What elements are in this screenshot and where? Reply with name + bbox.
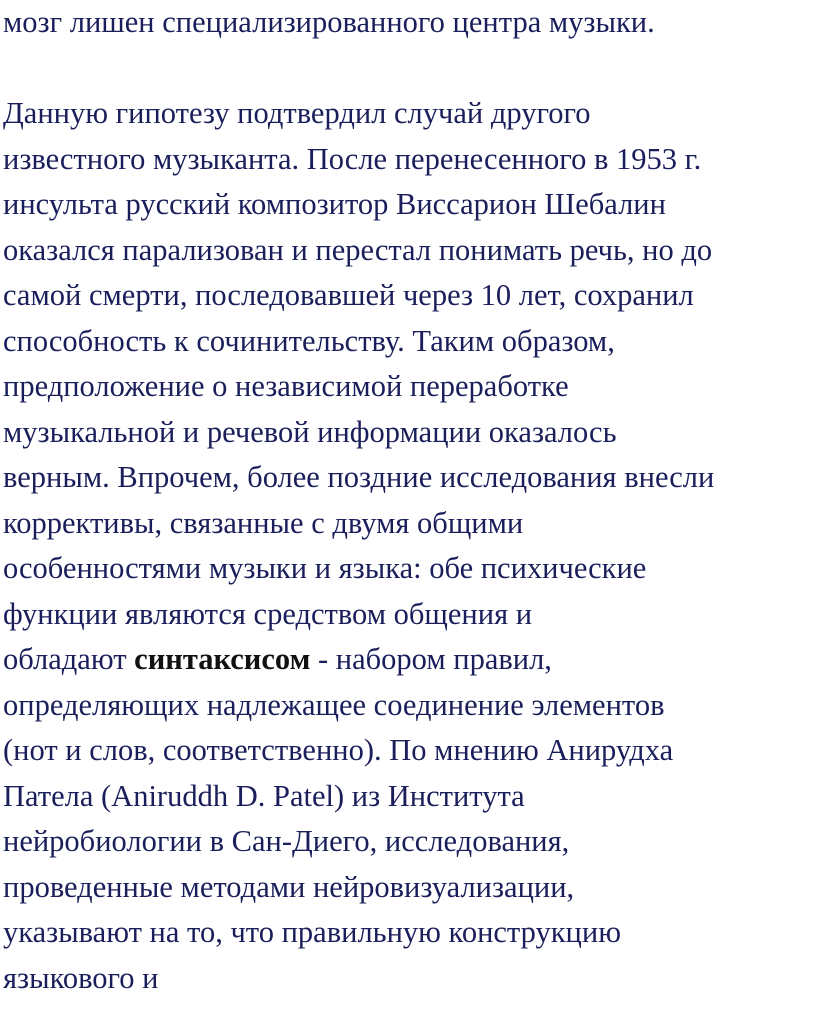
text-line: функции являются средством общения и (3, 596, 533, 631)
text-line: (нот и слов, соответственно). По мнению Анирудха (3, 733, 674, 767)
text-line: известного музыканта. После перенесенного в 1953 г. (3, 141, 702, 176)
paragraph-2 (3, 91, 714, 1001)
text-segment: обладают (3, 642, 135, 676)
text-line: мозг лишен специализированного центра музыки. (3, 5, 655, 39)
text-line: музыкальной и речевой информации оказалось (3, 414, 617, 449)
text-line: инсульта русский композитор Виссарион Шебалин (3, 187, 666, 221)
text-line: языкового и (3, 960, 159, 995)
text-line: определяющих надлежащее соединение элементов (3, 687, 665, 722)
text-line: Патела (Aniruddh D. Patel) из Института (3, 778, 525, 813)
text-line: нейробиологии в Сан-Диего, исследования, (3, 824, 570, 858)
text-line: предположение о независимой переработке (3, 369, 569, 403)
text-line: Данную гипотезу подтвердил случай другого (3, 96, 591, 130)
text-line: способность к сочинительству. Таким образом, (3, 323, 615, 358)
text-segment: - набором правил, (310, 642, 552, 676)
text-line: указывают на то, что правильную конструкцию (3, 915, 621, 949)
text-line: особенностями музыки и языка: обе психические (3, 551, 647, 585)
bold-term: синтаксисом (134, 642, 311, 676)
text-line: оказался парализован и перестал понимать речь, но до (3, 232, 713, 267)
text-line: проведенные методами нейровизуализации, (3, 869, 575, 904)
text-line-with-term (3, 637, 714, 683)
text-line: верным. Впрочем, более поздние исследования внесли (3, 460, 715, 494)
paragraph-1 (3, 0, 655, 46)
text-line: самой смерти, последовавшей через 10 лет, сохранил (3, 278, 694, 312)
text-line: коррективы, связанные с двумя общими (3, 505, 524, 540)
